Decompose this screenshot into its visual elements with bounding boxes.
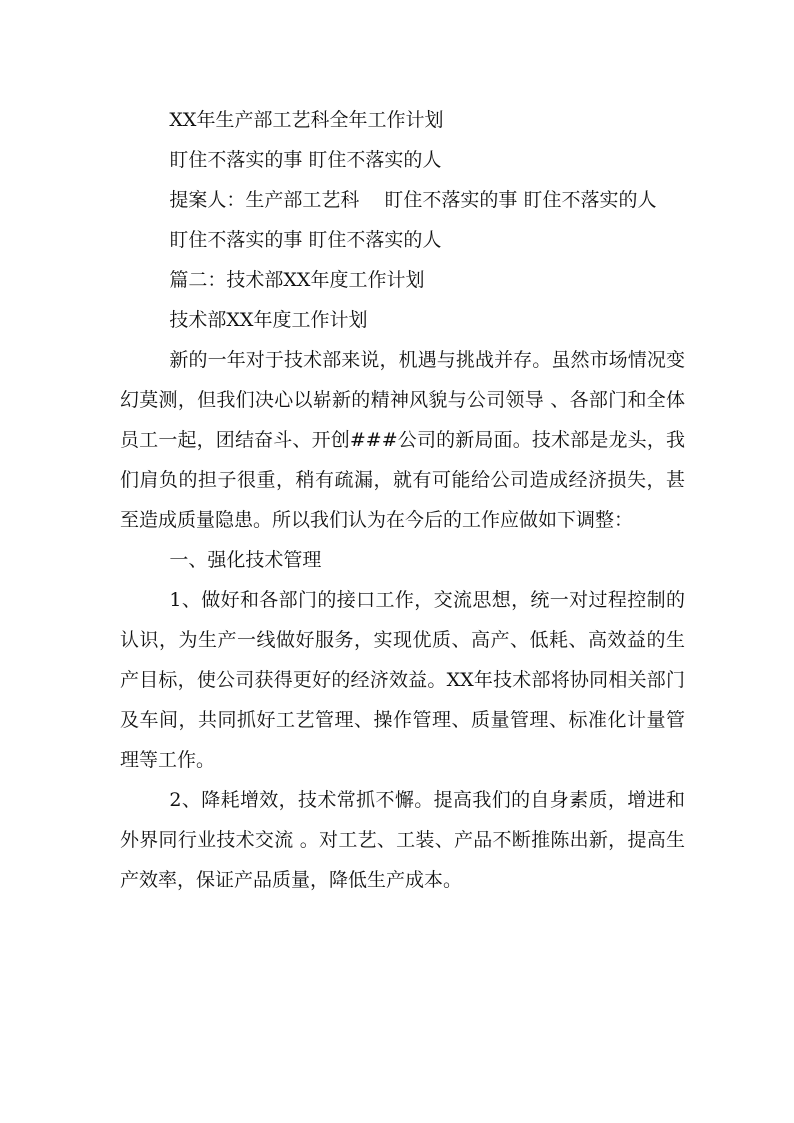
paragraph-slogan-2: 盯住不落实的事 盯住不落实的人: [169, 229, 442, 251]
section-subtitle: 技术部XX年度工作计划: [169, 309, 368, 331]
document-title: XX年生产部工艺科全年工作计划: [169, 109, 444, 131]
paragraph-slogan-1: 盯住不落实的事 盯住不落实的人: [169, 149, 442, 171]
section-heading-part-two: 篇二：技术部XX年度工作计划: [169, 269, 425, 291]
paragraph-item-2: 2、降耗增效，技术常抓不懈。提高我们的自身素质，增进和外界同行业技术交流 。对工艺、工装、产品不断推陈出新，提高生产效率，保证产品质量，降低生产成本。: [120, 789, 685, 891]
paragraph-intro: 新的一年对于技术部来说，机遇与挑战并存。虽然市场情况变幻莫测，但我们决心以崭新的精神风貌与公司领导 、各部门和全体员工一起，团结奋斗、开创###公司的新局面。技术部是龙头，我们肩负的担子很重，稍有疏漏，就有可能给公司造成经济损失，甚至造成质量隐患。所以我们认为在今后的工作应做如下调整：: [120, 349, 685, 531]
heading-strengthen-tech-management: 一、强化技术管理: [169, 549, 322, 571]
document-body: [120, 100, 685, 900]
paragraph-item-1: 1、做好和各部门的接口工作，交流思想，统一对过程控制的认识，为生产一线做好服务，实现优质、高产、低耗、高效益的生产目标，使公司获得更好的经济效益。XX年技术部将协同相关部门及车间，共同抓好工艺管理、操作管理、质量管理、标准化计量管理等工作。: [120, 589, 685, 771]
paragraph-proposer: 提案人：生产部工艺科 盯住不落实的事 盯住不落实的人: [169, 189, 657, 211]
